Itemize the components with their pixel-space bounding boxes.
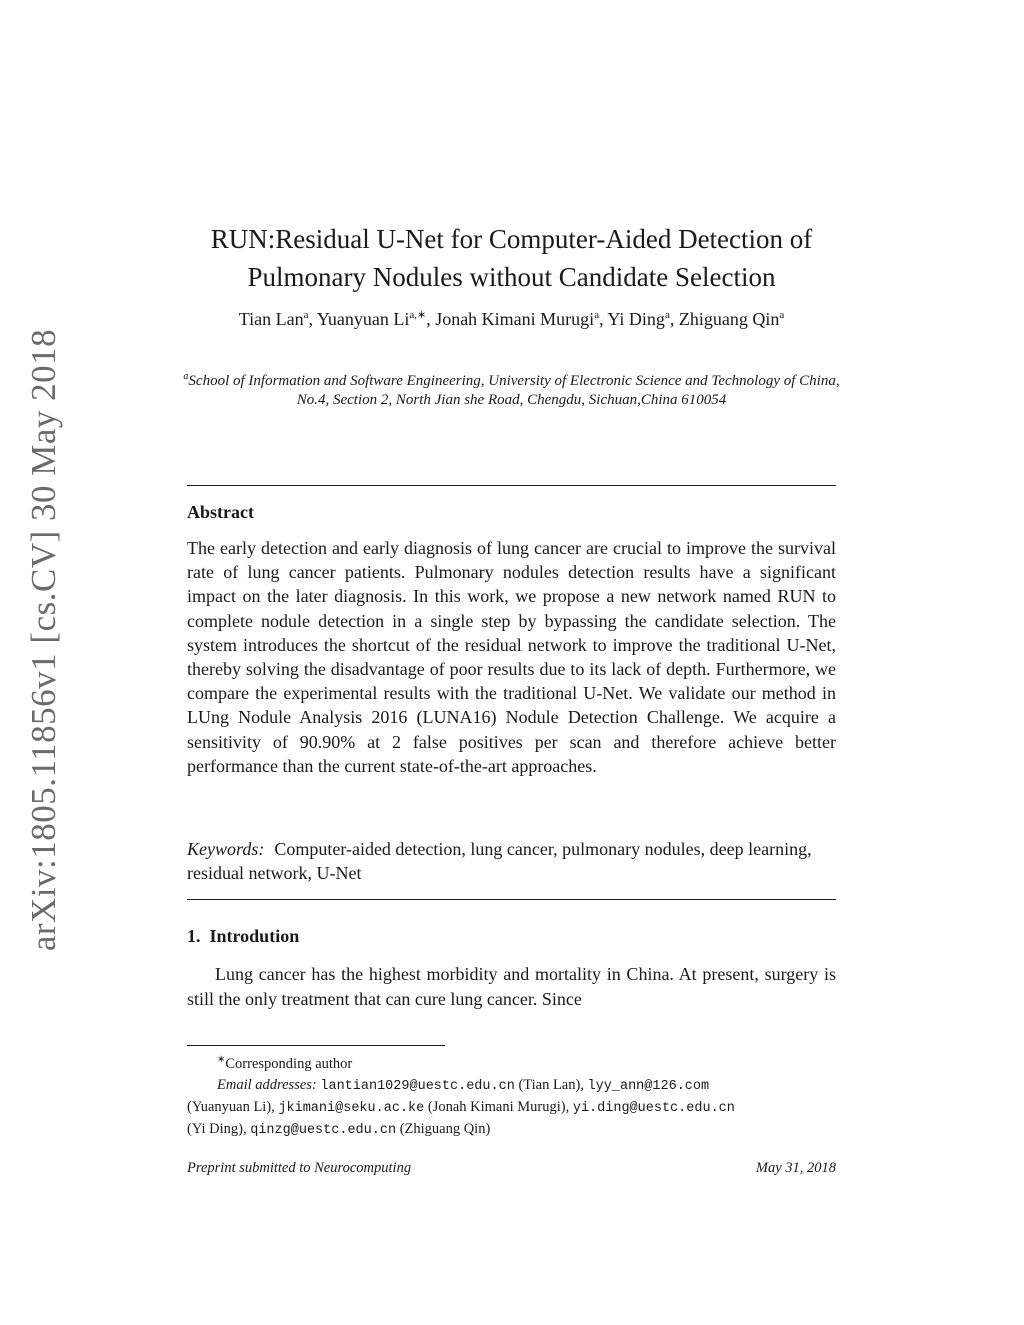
footnote-mark: ∗ [217, 1054, 226, 1065]
affiliation-line-1: School of Information and Software Engineering, University of Electronic Science and Technology of China, [188, 373, 840, 389]
author-name: Tian Lan [238, 309, 304, 329]
affiliation [177, 367, 846, 410]
email-owner: (Yuanyuan Li) [187, 1098, 272, 1115]
affiliation-mark: a [183, 371, 189, 382]
corresponding-author-note [187, 1049, 836, 1075]
author-list: Tian Lan$^a$, Yuanyuan $Li^{a,∗}$, Jonah Kimani Murugi$^a$, Yi Ding$^a$, Zhiguang Qin$^a$ [238, 309, 785, 329]
author-mark: a [303, 309, 309, 321]
author-name: Jonah Kimani Murugi [435, 309, 595, 329]
email-link[interactable]: lantian1029@uestc.edu.cn [320, 1078, 515, 1094]
email-link[interactable]: lyy_ann@126.com [587, 1078, 710, 1094]
author-mark: a [779, 309, 785, 321]
email-owner: (Zhiguang Qin) [399, 1120, 491, 1137]
author-name: Yuanyuan Li [316, 309, 410, 329]
paper-title: RUN:Residual U-Net for Computer-Aided Detection of Pulmonary Nodules without Candidate Selection [210, 224, 813, 293]
abstract-bottom-rule [187, 899, 836, 900]
email-label: Email addresses: [217, 1076, 317, 1093]
footer-date: May 31, 2018 [755, 1160, 836, 1176]
abstract-text: The early detection and early diagnosis of lung cancer are crucial to improve the survival rate of lung cancer patients. Pulmonary nodules detection results have a significant impact on the later diagnosis. In this work, we propose a new network named RUN to complete nodule detection in a single step by bypassing the candidate selection. The system introduces the shortcut of the residual network to improve the traditional U-Net, thereby solving the disadvantage of poor results due to its lack of depth. Furthermore, we compare the experimental results with the traditional U-Net. We validate our method in LUng Nodule Analysis 2016 (LUNA16) Nodule Detection Challenge. We acquire a sensitivity of 90.90% at 2 false positives per scan and therefore achieve better performance than the current state-of-the-art approaches. [187, 538, 836, 776]
arxiv-identifier-stamp: arXiv:1805.11856v1 [cs.CV] 30 May 2018 [24, 328, 63, 952]
email-owner: (Yi Ding) [187, 1120, 243, 1137]
author-mark: a,∗ [409, 309, 427, 321]
section-number: 1. [187, 926, 201, 946]
affiliation-line-2: No.4, Section 2, North Jian she Road, Chengdu, Sichuan,China 610054 [296, 392, 727, 408]
footnotes [187, 1049, 836, 1141]
keywords [187, 837, 836, 885]
author-mark: a [594, 309, 600, 321]
email-link[interactable]: yi.ding@uestc.edu.cn [572, 1100, 735, 1116]
abstract-top-rule [187, 485, 836, 486]
email-link[interactable]: jkimani@seku.ac.ke [278, 1100, 425, 1116]
author-name: Zhiguang Qin [678, 309, 780, 329]
introduction-paragraph: Lung cancer has the highest morbidity and mortality in China. At present, surgery is still the only treatment that can cure lung cancer. Since [187, 964, 836, 1009]
page-footer [187, 1160, 836, 1177]
author-mark: a [664, 309, 670, 321]
footnote-rule [187, 1045, 445, 1046]
corresponding-author-text: Corresponding author [225, 1055, 353, 1072]
email-link[interactable]: qinzg@uestc.edu.cn [250, 1122, 397, 1138]
section-heading [187, 926, 299, 947]
keywords-label: Keywords: [187, 839, 265, 859]
keywords-text: Computer-aided detection, lung cancer, pulmonary nodules, deep learning, residual network, U-Net [187, 839, 812, 884]
email-addresses: Email addresses: lantian1029@uestc.edu.cn (Tian Lan), lyy_ann@126.com (Yuanyuan Li), jkimani@seku.ac.ke (Jonah Kimani Murugi), yi.ding@uestc.edu.cn (Yi Ding), qinzg@uestc.edu.cn (Zhiguang Qin) [187, 1076, 735, 1138]
abstract-heading: Abstract [187, 502, 254, 522]
email-owner: (Jonah Kimani Murugi) [427, 1098, 566, 1115]
section-title: Introdution [209, 926, 300, 946]
footer-venue: Preprint submitted to Neurocomputing [187, 1160, 412, 1176]
author-name: Yi Ding [607, 309, 665, 329]
email-owner: (Tian Lan) [518, 1076, 581, 1093]
